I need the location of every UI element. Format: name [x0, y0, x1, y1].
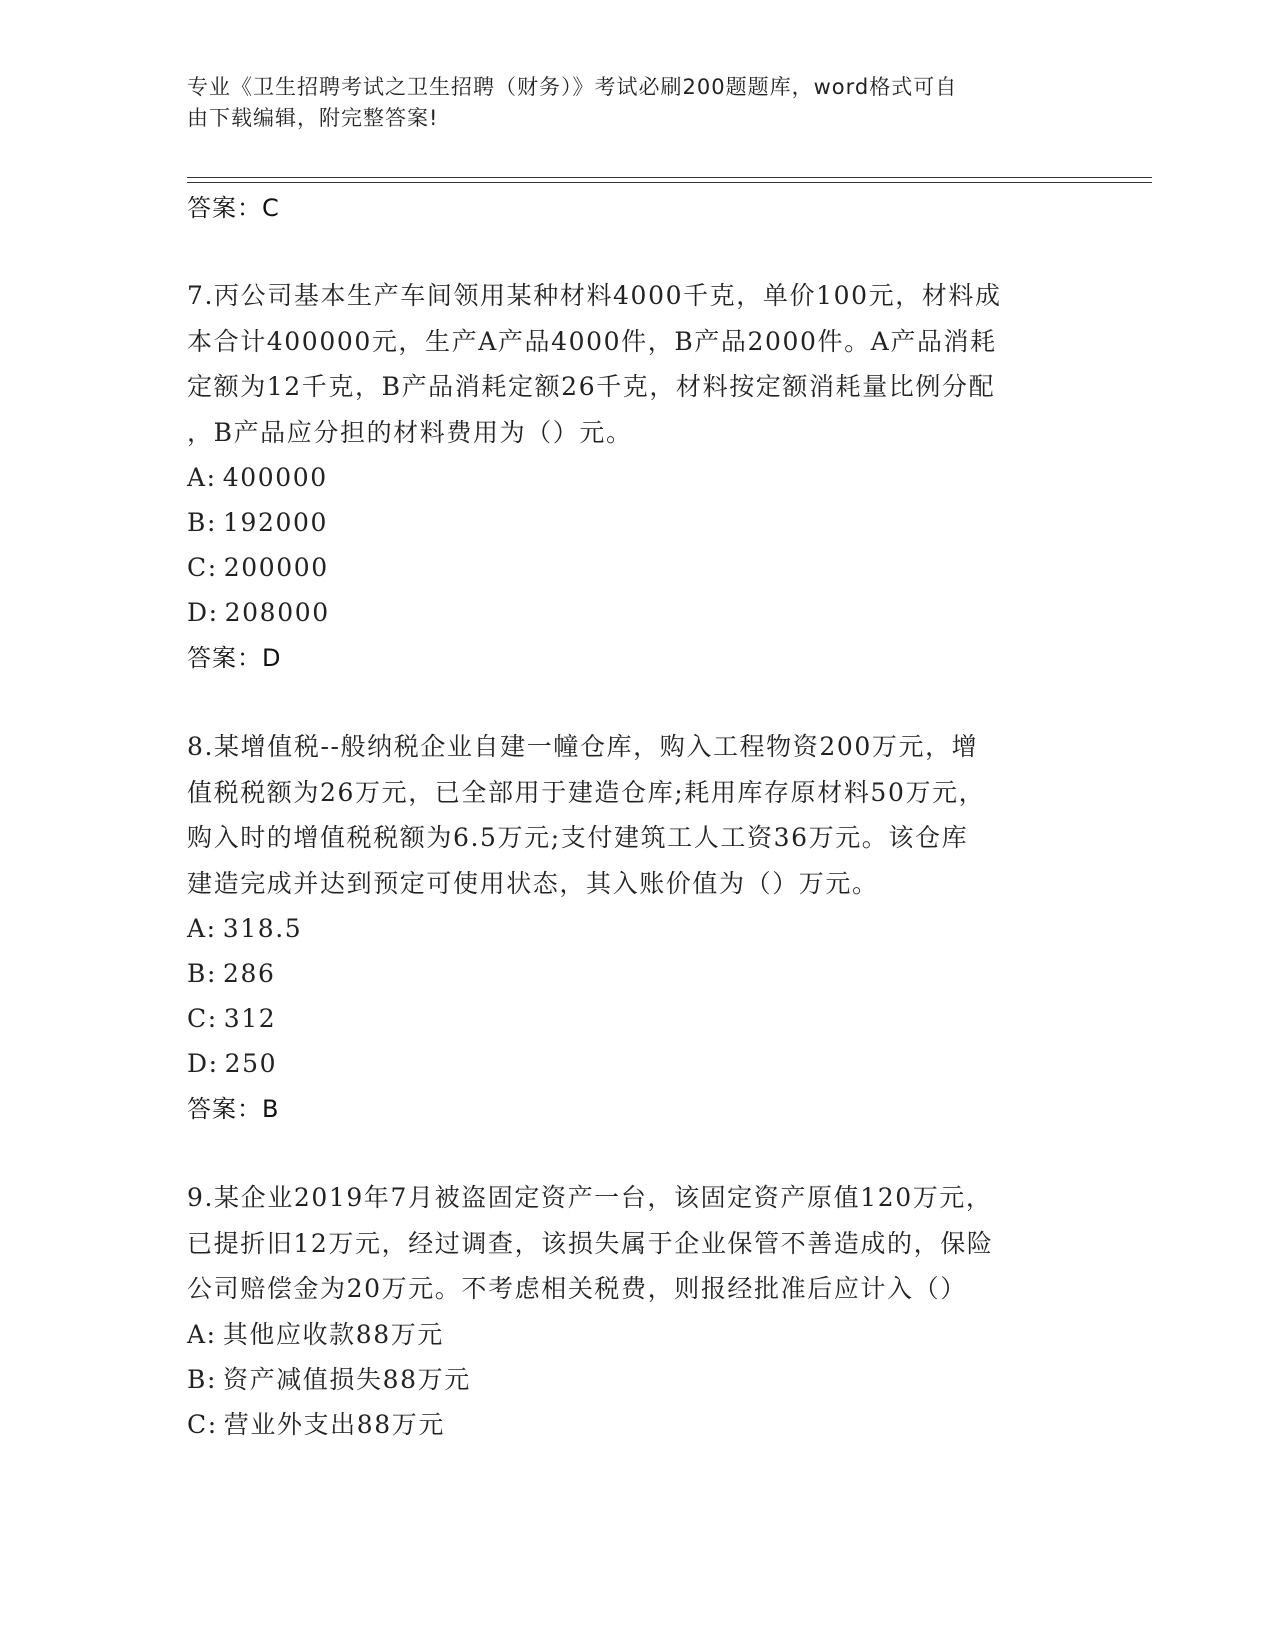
header-rule-top [187, 177, 1152, 178]
document-header [187, 72, 1067, 134]
question-9-line-1: 9.某企业2019年7月被盗固定资产一台，该固定资产原值120万元， [187, 1183, 993, 1212]
q9-option-b [187, 1357, 471, 1402]
option-text: 200000 [223, 553, 329, 582]
question-7-line-2: 本合计400000元，生产A产品4000件，B产品2000件。A产品消耗 [187, 326, 997, 356]
question-9-line-2: 已提折旧12万元，经过调查，该损失属于企业保管不善造成的，保险 [187, 1228, 994, 1258]
question-8-line-1: 8.某增值税--般纳税企业自建一幢仓库，购入工程物资200万元，增 [187, 732, 979, 761]
answer-q7: 答案：D [187, 644, 282, 672]
option-text: 400000 [222, 463, 328, 492]
option-key: C: [187, 553, 218, 582]
question-7-line-4: ，B产品应分担的材料费用为（）元。 [187, 417, 633, 447]
q8-option-d [187, 1041, 277, 1086]
option-key: D: [187, 598, 219, 627]
option-key: B: [187, 1365, 217, 1394]
question-7 [187, 273, 1087, 455]
option-key: D: [187, 1049, 219, 1078]
option-text: 其他应收款88万元 [222, 1320, 444, 1349]
option-key: B: [187, 508, 217, 537]
option-text: 286 [223, 959, 276, 988]
question-8-line-4: 建造完成并达到预定可使用状态，其入账价值为（）万元。 [187, 868, 879, 898]
header-rule-bottom [187, 182, 1152, 183]
option-text: 312 [223, 1004, 277, 1033]
option-text: 250 [224, 1049, 278, 1078]
q9-option-c [187, 1402, 445, 1447]
question-9 [187, 1175, 1087, 1312]
option-text: 资产减值损失88万元 [223, 1365, 471, 1394]
option-key: B: [187, 959, 217, 988]
q7-option-a [187, 455, 328, 500]
option-key: C: [187, 1410, 218, 1439]
option-text: 208000 [224, 598, 330, 627]
question-7-line-1: 7.丙公司基本生产车间领用某种材料4000千克，单价100元，材料成 [187, 281, 1002, 310]
q8-option-a [187, 906, 302, 951]
option-key: A: [187, 463, 217, 492]
question-8-line-2: 值税税额为26万元，已全部用于建造仓库;耗用库存原材料50万元， [187, 777, 986, 807]
q7-option-c [187, 545, 329, 590]
q7-option-d [187, 590, 330, 635]
question-9-line-3: 公司赔偿金为20万元。不考虑相关税费，则报经批准后应计入（） [187, 1274, 967, 1303]
q8-option-c [187, 996, 276, 1041]
option-key: A: [187, 1320, 217, 1349]
answer-previous: 答案：C [187, 194, 280, 222]
option-text: 营业外支出88万元 [223, 1410, 445, 1439]
option-text: 318.5 [222, 914, 303, 943]
option-key: A: [187, 914, 217, 943]
header-line-2: 由下载编辑，附完整答案! [187, 106, 439, 130]
option-key: C: [187, 1004, 218, 1033]
question-8 [187, 724, 1087, 906]
question-8-line-3: 购入时的增值税税额为6.5万元;支付建筑工人工资36万元。该仓库 [187, 823, 969, 852]
answer-q8: 答案：B [187, 1095, 280, 1123]
q7-option-b [187, 500, 328, 545]
header-line-1: 专业《卫生招聘考试之卫生招聘（财务）》考试必刷200题题库，word格式可自 [187, 75, 958, 99]
q9-option-a [187, 1312, 444, 1357]
option-text: 192000 [223, 508, 329, 537]
q8-option-b [187, 951, 276, 996]
question-7-line-3: 定额为12千克，B产品消耗定额26千克，材料按定额消耗量比例分配 [187, 372, 996, 401]
